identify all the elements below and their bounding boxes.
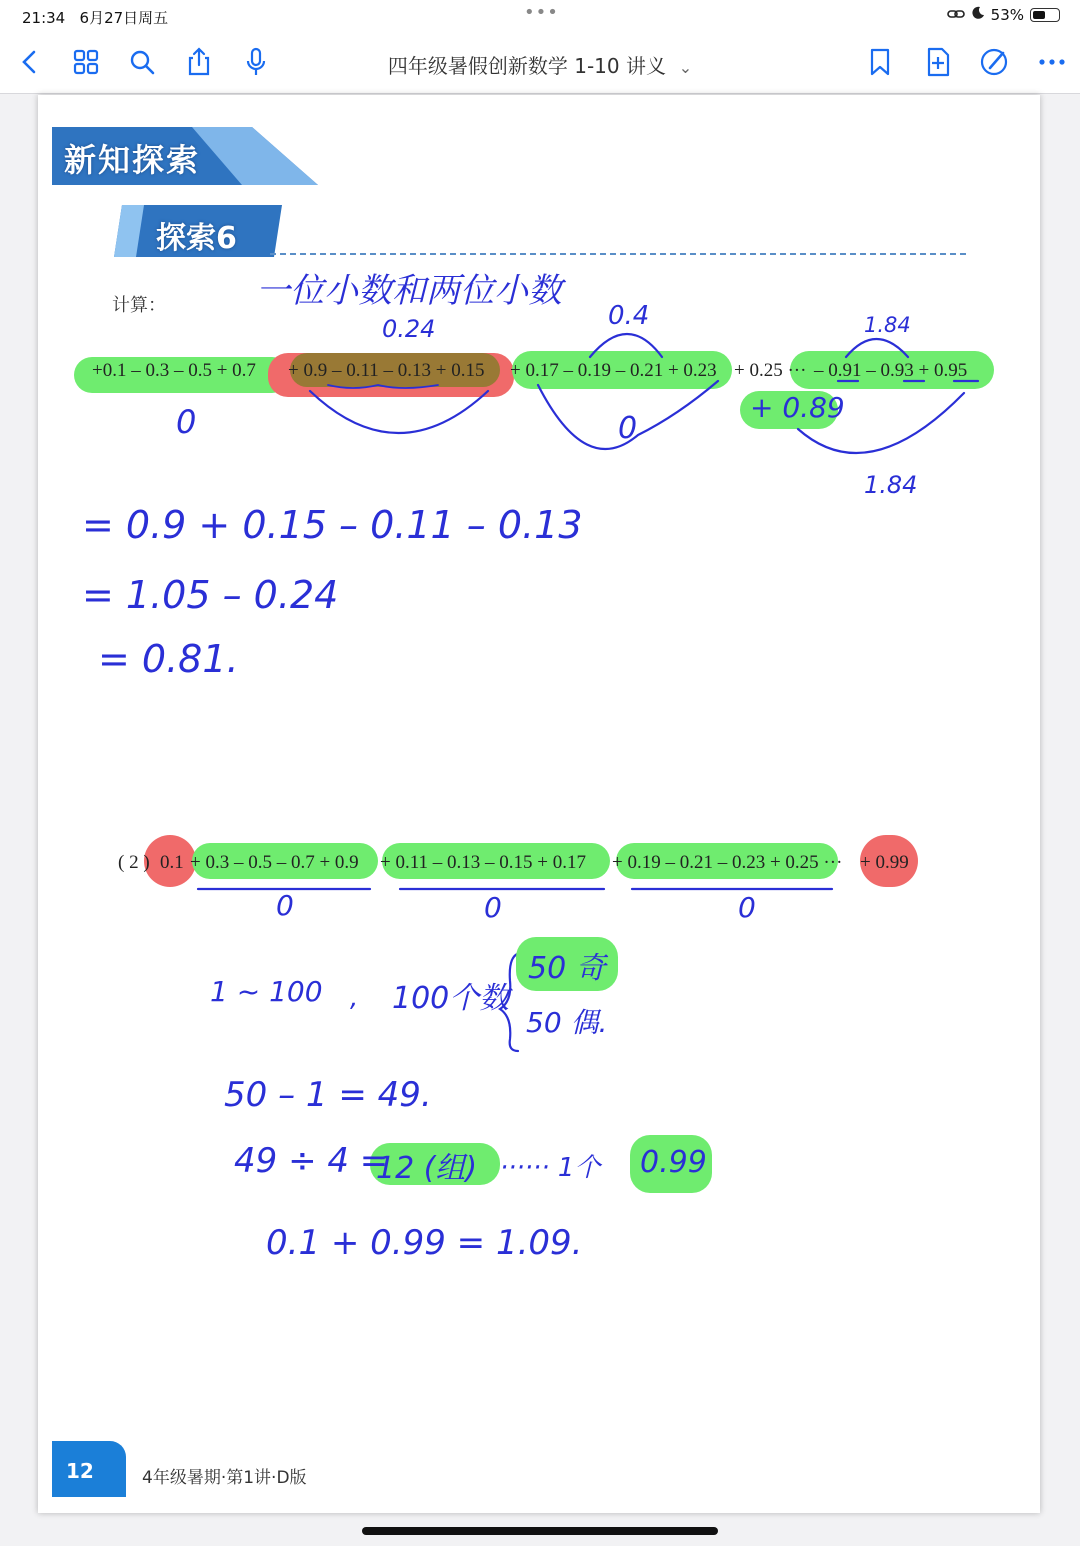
- hw-calc: 49 ÷ 4 =: [234, 1141, 389, 1181]
- q2-segment: + 0.19 – 0.21 – 0.23 + 0.25 ···: [612, 852, 843, 873]
- section-banner: 新知探索: [64, 141, 201, 179]
- hw-step: = 0.9 + 0.15 – 0.11 – 0.13: [82, 503, 583, 547]
- hw-calc: 0.1 + 0.99 = 1.09.: [266, 1223, 583, 1263]
- toolbar: [0, 32, 1080, 94]
- hw-count: 100个数: [392, 981, 510, 1016]
- q1-segment: + 0.9 – 0.11 – 0.13 + 0.15: [288, 360, 485, 381]
- sub-banner-title: 探索6: [156, 221, 237, 256]
- hw-annotation: 1.84: [864, 313, 911, 337]
- hw-annotation: 0: [484, 891, 502, 924]
- q1-segment: – 0.91 – 0.93 + 0.95: [814, 360, 968, 381]
- hw-annotation: 0: [618, 411, 638, 446]
- document-title[interactable]: 四年级暑假创新数学 1-10 讲义 ⌄: [387, 54, 693, 78]
- q2-segment: + 0.99: [860, 852, 909, 873]
- hw-annotation: 0: [176, 403, 197, 441]
- hw-step: = 1.05 – 0.24: [82, 573, 339, 617]
- hw-annotation: 0: [738, 891, 756, 924]
- hw-odd: 50 奇: [528, 951, 606, 986]
- q2-segment: 0.1: [160, 852, 184, 873]
- bookmark-icon[interactable]: [862, 44, 898, 80]
- footer-text: 4年级暑期·第1讲·D版: [142, 1468, 307, 1488]
- q2-segment: + 0.11 – 0.13 – 0.15 + 0.17: [380, 852, 586, 873]
- link-icon: [947, 6, 965, 24]
- status-bar: [0, 0, 1080, 32]
- hw-step: = 0.81.: [98, 637, 239, 681]
- hw-calc: 0.99: [640, 1145, 707, 1180]
- hw-calc: 12 (组): [376, 1151, 478, 1186]
- hw-even: 50 偶.: [526, 1006, 608, 1039]
- hw-heading: 一位小数和两位小数: [256, 271, 562, 311]
- hw-comma: ,: [350, 983, 359, 1013]
- home-indicator[interactable]: [362, 1527, 718, 1535]
- q1-segment: + 0.17 – 0.19 – 0.21 + 0.23: [510, 360, 717, 381]
- multitask-dots[interactable]: •••: [524, 2, 559, 23]
- battery-icon: [1030, 8, 1060, 22]
- q1-segment: +0.1 – 0.3 – 0.5 + 0.7: [92, 360, 256, 381]
- more-icon[interactable]: [1034, 44, 1070, 80]
- hw-calc: 50 – 1 = 49.: [224, 1075, 432, 1115]
- chevron-down-icon[interactable]: ⌄: [678, 58, 693, 77]
- status-time: 21:34 6月27日周五: [22, 9, 169, 27]
- hw-annotation: 0: [276, 889, 294, 922]
- status-date: 6月27日周五: [79, 9, 169, 27]
- pen-icon[interactable]: [976, 44, 1012, 80]
- document-page[interactable]: [38, 95, 1040, 1513]
- q2-label: ( 2 ): [118, 852, 150, 873]
- add-page-icon[interactable]: [920, 44, 956, 80]
- battery-percent: 53%: [990, 6, 1024, 24]
- battery-fill: [1033, 11, 1045, 19]
- hw-calc: ······ 1个: [500, 1153, 601, 1183]
- hw-annotation: 0.24: [382, 315, 436, 343]
- page-number: 12: [52, 1441, 126, 1497]
- hw-annotation: + 0.89: [750, 391, 845, 424]
- calc-label: 计算：: [112, 295, 166, 316]
- q2-segment: + 0.3 – 0.5 – 0.7 + 0.9: [190, 852, 359, 873]
- hw-range: 1 ~ 100: [210, 975, 323, 1008]
- hw-annotation: 1.84: [864, 471, 918, 499]
- moon-icon: [971, 6, 985, 24]
- hw-annotation: 0.4: [608, 301, 650, 331]
- q1-segment: + 0.25 ···: [734, 360, 807, 381]
- status-right: [947, 6, 1060, 24]
